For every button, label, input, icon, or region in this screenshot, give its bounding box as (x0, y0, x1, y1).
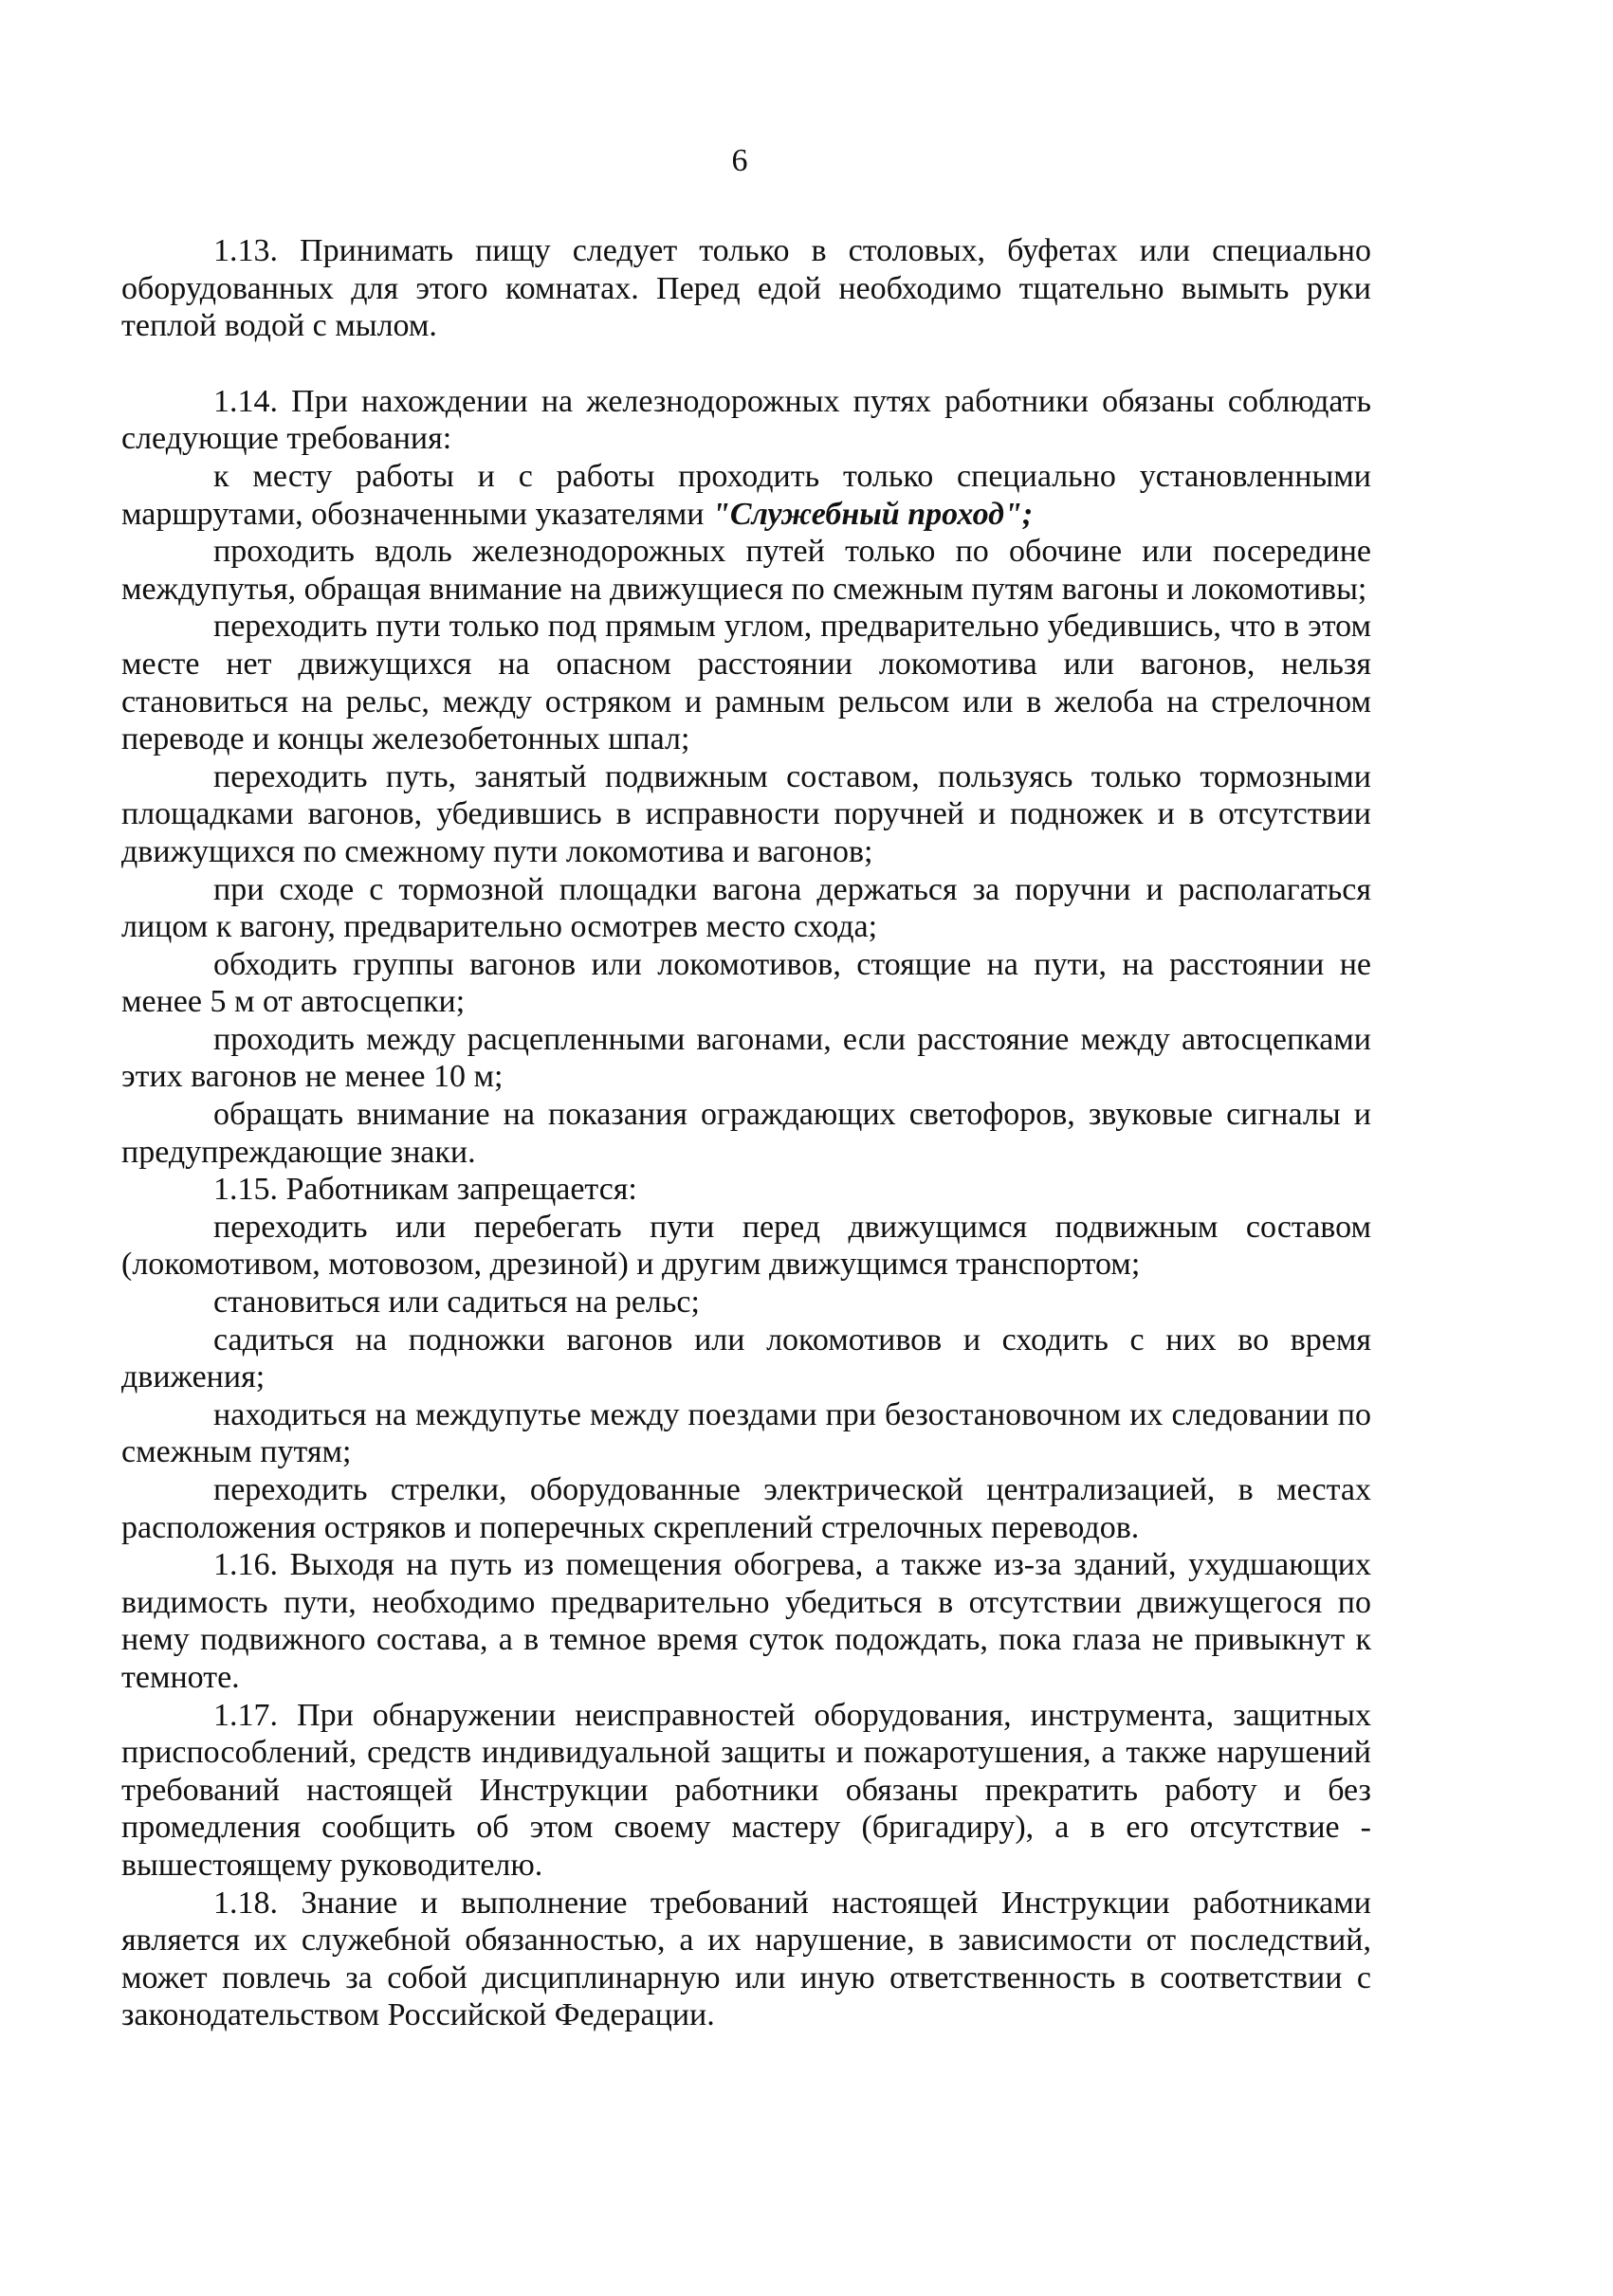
paragraph-1-13: 1.13. Принимать пищу следует только в столовых, буфетах или специально оборудованных для этого комнатах. Перед едой необходимо тщательно вымыть руки теплой водой с мылом. (121, 233, 1371, 344)
paragraph-1-17: 1.17. При обнаружении неисправностей оборудования, инструмента, защитных приспособлений, средств индивидуальной защиты и пожаротушения, а также нарушений требований настоящей Инструкции работники обязаны прекратить работу и без промедления сообщить об этом своему мастеру (бригадиру), а в его отсутствие - вышестоящему руководителю. (121, 1697, 1371, 1883)
page-number: 6 (731, 143, 748, 178)
requirement-item-route (121, 458, 1371, 533)
requirement-item-route-text: к месту работы и с работы проходить только специально установленными маршрутами, обозначенными указателями (121, 458, 1371, 532)
prohibition-item-jump-on-footboards: садиться на подножки вагонов или локомотивов и сходить с них во время движения; (121, 1321, 1371, 1395)
paragraph-1-14: 1.14. При нахождении на железнодорожных путях работники обязаны соблюдать следующие требования: (121, 383, 1371, 457)
prohibition-item-switches: переходить стрелки, оборудованные электрической централизацией, в местах расположения остряков и поперечных скреплений стрелочных переводов. (121, 1472, 1371, 1545)
requirement-item-walk-along: проходить вдоль железнодорожных путей только по обочине или посередине междупутья, обращая внимание на движущиеся по смежным путям вагоны и локомотивы; (121, 534, 1371, 607)
requirement-item-cross-occupied-track: переходить путь, занятый подвижным составом, пользуясь только тормозными площадками вагонов, убедившись в исправности поручней и подножек и в отсутствии движущихся по смежному пути локомотива и вагонов; (121, 758, 1371, 869)
prohibition-item-between-trains: находиться на междупутье между поездами при безостановочном их следовании по смежным путям; (121, 1396, 1371, 1470)
service-passage-sign-text: "Служебный проход"; (711, 496, 1034, 532)
prohibition-item-cross-before-train: переходить или перебегать пути перед движущимся подвижным составом (локомотивом, мотовозом, дрезиной) и другим движущимся транспортом; (121, 1209, 1371, 1283)
paragraph-1-16: 1.16. Выходя на путь из помещения обогрева, а также из-за зданий, ухудшающих видимость пути, необходимо предварительно убедиться в отсутствии движущегося по нему подвижного состава, а в темное время суток подождать, пока глаза не привыкнут к темноте. (121, 1547, 1371, 1695)
requirement-item-bypass-wagons: обходить группы вагонов или локомотивов, стоящие на пути, на расстоянии не менее 5 м от автосцепки; (121, 946, 1371, 1020)
paragraph-1-15: 1.15. Работникам запрещается: (213, 1172, 637, 1208)
paragraph-1-18: 1.18. Знание и выполнение требований настоящей Инструкции работниками является их служебной обязанностью, а их нарушение, в зависимости от последствий, может повлечь за собой дисциплинарную или иную ответственность в соответствии с законодательством Российской Федерации. (121, 1885, 1371, 2033)
requirement-item-signals: обращать внимание на показания ограждающих светофоров, звуковые сигналы и предупреждающие знаки. (121, 1097, 1371, 1170)
requirement-item-descend-platform: при сходе с тормозной площадки вагона держаться за поручни и располагаться лицом к вагону, предварительно осмотрев место схода; (121, 871, 1371, 945)
prohibition-item-stand-on-rail: становиться или садиться на рельс; (213, 1285, 700, 1321)
requirement-item-pass-between-wagons: проходить между расцепленными вагонами, если расстояние между автосцепками этих вагонов не менее 10 м; (121, 1021, 1371, 1095)
requirement-item-cross-tracks: переходить пути только под прямым углом, предварительно убедившись, что в этом месте нет движущихся на опасном расстоянии локомотива или вагонов, нельзя становиться на рельс, между остряком и рамным рельсом или в желоба на стрелочном переводе и концы железобетонных шпал; (121, 609, 1371, 757)
document-body (121, 232, 1371, 2034)
